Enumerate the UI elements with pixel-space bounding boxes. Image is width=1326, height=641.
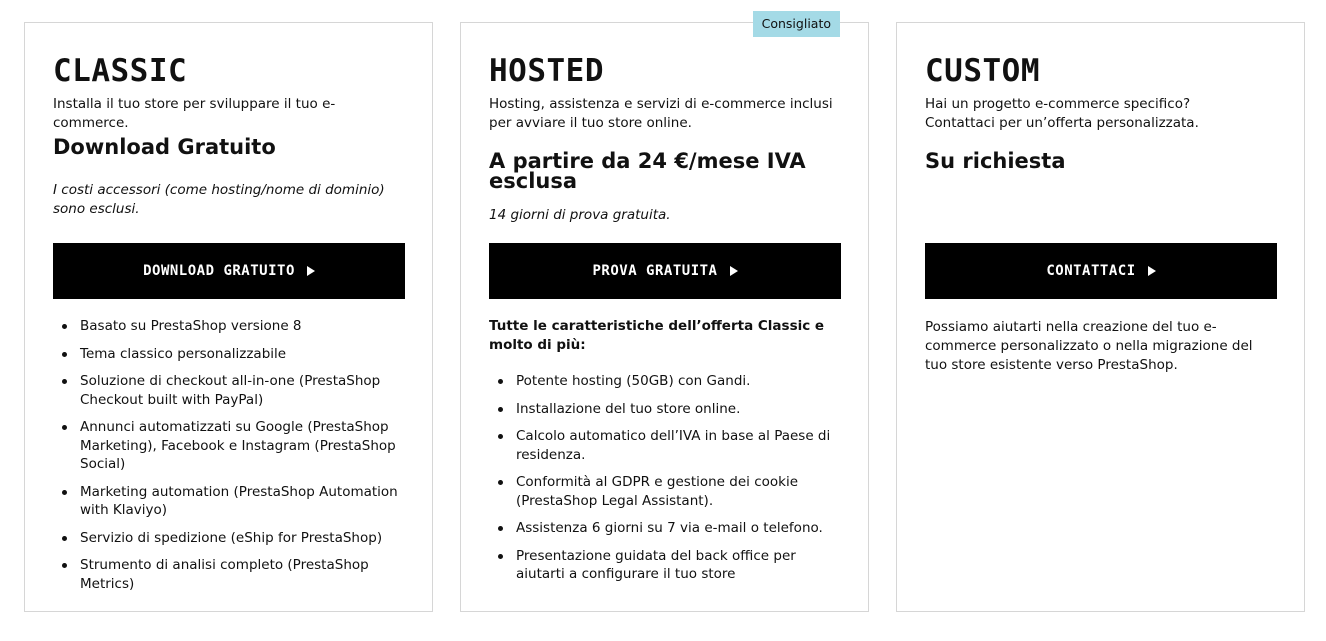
list-item: [53, 372, 405, 409]
bullet-icon: [498, 407, 503, 412]
plan-title: CUSTOM: [925, 53, 1040, 89]
feature-list: [53, 317, 405, 602]
recommended-badge: Consigliato: [753, 11, 840, 37]
features-intro: Tutte le caratteristiche dell’offerta Classic e molto di più:: [489, 318, 825, 353]
download-gratuito-button[interactable]: [53, 243, 405, 299]
feature-text: Basato su PrestaShop versione 8: [80, 318, 302, 334]
cta-label: DOWNLOAD GRATUITO: [143, 263, 295, 279]
list-item: [53, 556, 405, 593]
bullet-icon: [62, 352, 67, 357]
cta-label: PROVA GRATUITA: [592, 263, 718, 279]
description-line: Contattaci per un’offerta personalizzata.: [925, 115, 1199, 131]
plan-note: 14 giorni di prova gratuita.: [489, 207, 671, 223]
list-item: [489, 372, 841, 391]
plan-description: Installa il tuo store per sviluppare il tuo e-commerce.: [53, 96, 336, 131]
bullet-icon: [62, 379, 67, 384]
feature-text: Conformità al GDPR e gestione dei cookie (PrestaShop Legal Assistant).: [516, 474, 799, 509]
bullet-icon: [62, 563, 67, 568]
play-icon: [307, 266, 315, 276]
feature-text: Servizio di spedizione (eShip for PrestaShop): [80, 529, 383, 546]
list-item: [489, 400, 841, 419]
feature-text: Annunci automatizzati su Google (PrestaShop Marketing), Facebook e Instagram (PrestaShop Social): [80, 419, 396, 472]
feature-text: Tema classico personalizzabile: [80, 345, 287, 362]
list-item: [53, 483, 405, 520]
list-item: [53, 529, 405, 548]
list-item: [53, 418, 405, 474]
plan-price: Su richiesta: [925, 149, 1066, 173]
list-item: [53, 317, 405, 336]
feature-text: Strumento di analisi completo (PrestaShop Metrics): [80, 557, 369, 592]
feature-text: Calcolo automatico dell’IVA in base al Paese di residenza.: [516, 428, 831, 463]
plan-card-hosted: [460, 16, 869, 612]
list-item: [489, 547, 841, 584]
plan-description: [925, 95, 1277, 133]
plan-title: HOSTED: [489, 53, 604, 89]
plan-price: Download Gratuito: [53, 135, 276, 159]
custom-description: Possiamo aiutarti nella creazione del tuo e-commerce personalizzato o nella migrazione del tuo store esistente verso PrestaShop.: [925, 319, 1253, 373]
plan-card-classic: [24, 22, 433, 612]
bullet-icon: [62, 490, 67, 495]
bullet-icon: [498, 554, 503, 559]
contattaci-button[interactable]: [925, 243, 1277, 299]
bullet-icon: [62, 324, 67, 329]
list-item: [489, 519, 841, 538]
bullet-icon: [498, 379, 503, 384]
feature-text: Potente hosting (50GB) con Gandi.: [516, 373, 751, 389]
feature-text: Marketing automation (PrestaShop Automation with Klaviyo): [80, 483, 398, 518]
plan-description: Hosting, assistenza e servizi di e-commerce inclusi per avviare il tuo store online.: [489, 96, 833, 131]
feature-text: Presentazione guidata del back office per aiutarti a configurare il tuo store: [516, 547, 796, 582]
bullet-icon: [498, 526, 503, 531]
feature-list: [489, 372, 841, 593]
bullet-icon: [62, 536, 67, 541]
list-item: [489, 427, 841, 464]
feature-text: Installazione del tuo store online.: [516, 400, 741, 417]
plan-card-custom: [896, 22, 1305, 612]
bullet-icon: [498, 434, 503, 439]
description-line: Hai un progetto e-commerce specifico?: [925, 96, 1191, 112]
plan-note: I costi accessori (come hosting/nome di dominio) sono esclusi.: [53, 182, 385, 217]
play-icon: [730, 266, 738, 276]
cta-label: CONTATTACI: [1046, 263, 1136, 279]
list-item: [53, 345, 405, 364]
plan-title: CLASSIC: [53, 53, 188, 89]
bullet-icon: [498, 480, 503, 485]
plan-price: A partire da 24 €/mese IVA esclusa: [489, 149, 806, 193]
feature-text: Assistenza 6 giorni su 7 via e-mail o telefono.: [516, 520, 823, 536]
bullet-icon: [62, 425, 67, 430]
prova-gratuita-button[interactable]: [489, 243, 841, 299]
feature-text: Soluzione di checkout all-in-one (PrestaShop Checkout built with PayPal): [80, 373, 381, 408]
list-item: [489, 473, 841, 510]
play-icon: [1148, 266, 1156, 276]
